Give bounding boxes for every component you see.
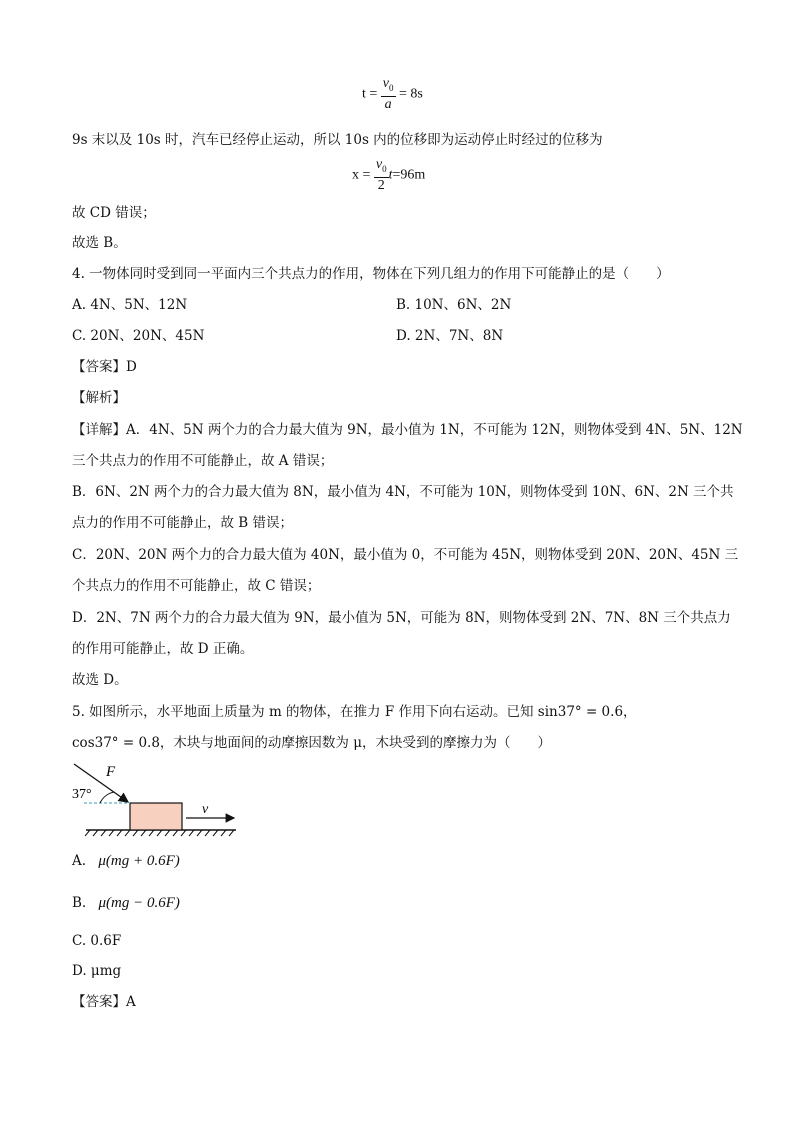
formula-x-rhs: =96m bbox=[392, 167, 426, 183]
q4-stem: 4. 一物体同时受到同一平面内三个共点力的作用，物体在下列几组力的作用下可能静止的是（ ） bbox=[72, 266, 670, 282]
formula-x-lhs: x = bbox=[352, 167, 371, 183]
q4-option-b: B. 10N、6N、2N bbox=[396, 297, 512, 313]
text-line-choose-b: 故选 B。 bbox=[72, 235, 127, 251]
block bbox=[130, 803, 182, 830]
q5-option-b-label: B. bbox=[72, 895, 87, 911]
q5-option-d: D. μmg bbox=[72, 963, 122, 979]
q4-detail-line: 三个共点力的作用不可能静止，故 A 错误； bbox=[72, 453, 334, 469]
q4-detail-line: 故选 D。 bbox=[72, 672, 128, 688]
formula-x-fraction bbox=[374, 157, 389, 194]
formula-t-fraction bbox=[381, 76, 396, 113]
q5-answer-label: 【答案】 bbox=[72, 994, 126, 1010]
formula-x bbox=[352, 157, 425, 194]
angle-label: 37° bbox=[72, 787, 92, 802]
velocity-label: v bbox=[202, 802, 209, 817]
formula-t-num: v bbox=[382, 76, 390, 91]
q5-option-a-label: A. bbox=[72, 853, 87, 869]
q4-option-d: D. 2N、7N、8N bbox=[396, 328, 504, 344]
angle-arc bbox=[100, 792, 114, 803]
q5-answer bbox=[72, 993, 136, 1011]
q4-detail-line: B．6N、2N 两个力的合力最大值为 8N，最小值为 4N，不可能为 10N，则物体受到 10N、6N、2N 三个共 bbox=[72, 484, 734, 500]
q4-answer-value: D bbox=[126, 359, 137, 375]
q4-detail-line: 点力的作用不可能静止，故 B 错误； bbox=[72, 515, 294, 531]
q5-answer-value: A bbox=[126, 994, 136, 1010]
q5-option-a bbox=[72, 852, 180, 870]
q4-detail-line: D．2N、7N 两个力的合力最大值为 9N，最小值为 5N，可能为 8N，则物体受到 2N、7N、8N 三个共点力 bbox=[72, 610, 731, 626]
force-label: F bbox=[106, 764, 116, 780]
q4-answer bbox=[72, 358, 137, 376]
formula-t bbox=[362, 76, 423, 113]
q5-option-b-expr: μ(mg − 0.6F) bbox=[98, 895, 180, 911]
q4-option-a: A. 4N、5N、12N bbox=[72, 297, 188, 313]
formula-t-num-sub: 0 bbox=[389, 82, 394, 93]
q5-figure bbox=[70, 758, 240, 838]
formula-x-den: 2 bbox=[377, 177, 385, 193]
formula-t-rhs: = 8s bbox=[399, 86, 423, 102]
text-line-cd-wrong: 故 CD 错误； bbox=[72, 205, 156, 221]
q4-detail-line: 个共点力的作用不可能静止，故 C 错误； bbox=[72, 578, 321, 594]
formula-t-den: a bbox=[384, 96, 392, 112]
q4-answer-label: 【答案】 bbox=[72, 359, 126, 375]
q4-detail-line: 的作用可能静止，故 D 正确。 bbox=[72, 641, 254, 657]
q5-stem-line2: cos37° = 0.8，木块与地面间的动摩擦因数为 μ，木块受到的摩擦力为（ ） bbox=[72, 735, 551, 751]
q5-stem-line1: 5. 如图所示，水平地面上质量为 m 的物体，在推力 F 作用下向右运动。已知 sin37° = 0.6， bbox=[72, 704, 637, 720]
text-line-displacement: 9s 末以及 10s 时，汽车已经停止运动，所以 10s 内的位移即为运动停止时经过的位移为 bbox=[72, 132, 603, 148]
ground-hatch bbox=[85, 830, 234, 836]
formula-x-num: v bbox=[375, 157, 383, 172]
q4-detail-line: C．20N、20N 两个力的合力最大值为 40N，最小值为 0，不可能为 45N，则物体受到 20N、20N、45N 三 bbox=[72, 547, 739, 563]
q5-option-b bbox=[72, 894, 180, 912]
q5-option-a-expr: μ(mg + 0.6F) bbox=[98, 853, 180, 869]
formula-x-t: t bbox=[388, 167, 393, 183]
q5-option-c: C. 0.6F bbox=[72, 933, 122, 949]
q4-detail-line: 【详解】A．4N、5N 两个力的合力最大值为 9N，最小值为 1N，不可能为 12N，则物体受到 4N、5N、12N bbox=[72, 422, 743, 438]
q4-option-c: C. 20N、20N、45N bbox=[72, 328, 205, 344]
formula-x-num-sub: 0 bbox=[382, 163, 387, 174]
q4-analysis-label: 【解析】 bbox=[72, 390, 126, 406]
formula-t-lhs: t = bbox=[362, 86, 378, 102]
